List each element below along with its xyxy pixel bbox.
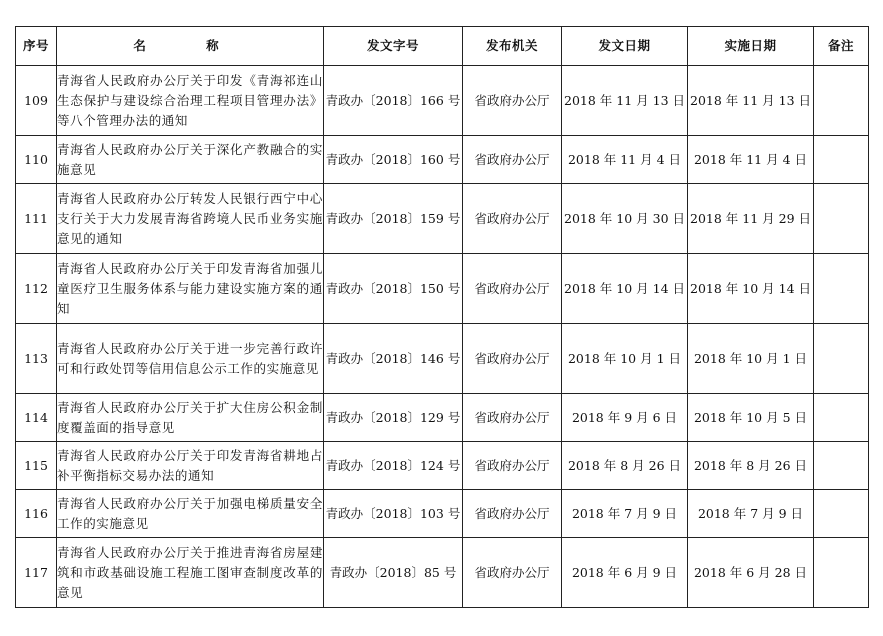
table-row	[16, 394, 869, 442]
table-row	[16, 442, 869, 490]
note-cell	[814, 184, 869, 254]
effective-date: 2018 年 11 月 29 日	[688, 184, 814, 254]
issue-date: 2018 年 6 月 9 日	[562, 538, 688, 608]
issuing-agency: 省政府办公厅	[463, 324, 562, 394]
note-cell	[814, 66, 869, 136]
document-code: 青政办〔2018〕159 号	[324, 184, 463, 254]
note-cell	[814, 538, 869, 608]
row-number: 114	[16, 394, 57, 442]
document-code: 青政办〔2018〕103 号	[324, 490, 463, 538]
note-cell	[814, 136, 869, 184]
issue-date: 2018 年 10 月 1 日	[562, 324, 688, 394]
issuing-agency: 省政府办公厅	[463, 254, 562, 324]
table-row	[16, 66, 869, 136]
document-code: 青政办〔2018〕85 号	[324, 538, 463, 608]
note-cell	[814, 324, 869, 394]
header-name	[57, 27, 324, 66]
document-code: 青政办〔2018〕124 号	[324, 442, 463, 490]
effective-date: 2018 年 8 月 26 日	[688, 442, 814, 490]
row-number: 111	[16, 184, 57, 254]
issue-date: 2018 年 8 月 26 日	[562, 442, 688, 490]
table-row	[16, 490, 869, 538]
document-title: 青海省人民政府办公厅关于推进青海省房屋建筑和市政基础设施工程施工图审查制度改革的意见	[57, 538, 324, 608]
note-cell	[814, 394, 869, 442]
issuing-agency: 省政府办公厅	[463, 538, 562, 608]
header-note: 备注	[814, 27, 869, 66]
issue-date: 2018 年 10 月 14 日	[562, 254, 688, 324]
header-name-label: 名 称	[133, 38, 247, 53]
document-title: 青海省人民政府办公厅关于印发青海省耕地占补平衡指标交易办法的通知	[57, 442, 324, 490]
issuing-agency: 省政府办公厅	[463, 490, 562, 538]
document-code: 青政办〔2018〕160 号	[324, 136, 463, 184]
header-issue-date: 发文日期	[562, 27, 688, 66]
row-number: 116	[16, 490, 57, 538]
row-number: 112	[16, 254, 57, 324]
effective-date: 2018 年 10 月 5 日	[688, 394, 814, 442]
issue-date: 2018 年 11 月 13 日	[562, 66, 688, 136]
issuing-agency: 省政府办公厅	[463, 394, 562, 442]
document-code: 青政办〔2018〕129 号	[324, 394, 463, 442]
row-number: 110	[16, 136, 57, 184]
issue-date: 2018 年 10 月 30 日	[562, 184, 688, 254]
document-title: 青海省人民政府办公厅关于印发青海省加强儿童医疗卫生服务体系与能力建设实施方案的通知	[57, 254, 324, 324]
note-cell	[814, 490, 869, 538]
issue-date: 2018 年 9 月 6 日	[562, 394, 688, 442]
effective-date: 2018 年 11 月 4 日	[688, 136, 814, 184]
document-code: 青政办〔2018〕166 号	[324, 66, 463, 136]
effective-date: 2018 年 10 月 1 日	[688, 324, 814, 394]
issuing-agency: 省政府办公厅	[463, 136, 562, 184]
document-title: 青海省人民政府办公厅关于深化产教融合的实施意见	[57, 136, 324, 184]
effective-date: 2018 年 10 月 14 日	[688, 254, 814, 324]
row-number: 113	[16, 324, 57, 394]
header-code: 发文字号	[324, 27, 463, 66]
header-no: 序号	[16, 27, 57, 66]
row-number: 115	[16, 442, 57, 490]
effective-date: 2018 年 6 月 28 日	[688, 538, 814, 608]
effective-date: 2018 年 7 月 9 日	[688, 490, 814, 538]
effective-date: 2018 年 11 月 13 日	[688, 66, 814, 136]
document-title: 青海省人民政府办公厅关于扩大住房公积金制度覆盖面的指导意见	[57, 394, 324, 442]
issue-date: 2018 年 7 月 9 日	[562, 490, 688, 538]
issuing-agency: 省政府办公厅	[463, 442, 562, 490]
document-title: 青海省人民政府办公厅转发人民银行西宁中心支行关于大力发展青海省跨境人民币业务实施意见的通知	[57, 184, 324, 254]
document-title: 青海省人民政府办公厅关于进一步完善行政许可和行政处罚等信用信息公示工作的实施意见	[57, 324, 324, 394]
row-number: 109	[16, 66, 57, 136]
table-row	[16, 184, 869, 254]
note-cell	[814, 442, 869, 490]
document-table	[15, 26, 869, 608]
table-row	[16, 136, 869, 184]
document-title: 青海省人民政府办公厅关于印发《青海祁连山生态保护与建设综合治理工程项目管理办法》等八个管理办法的通知	[57, 66, 324, 136]
note-cell	[814, 254, 869, 324]
row-number: 117	[16, 538, 57, 608]
table-row	[16, 254, 869, 324]
document-code: 青政办〔2018〕150 号	[324, 254, 463, 324]
issuing-agency: 省政府办公厅	[463, 184, 562, 254]
table-row	[16, 324, 869, 394]
document-title: 青海省人民政府办公厅关于加强电梯质量安全工作的实施意见	[57, 490, 324, 538]
document-code: 青政办〔2018〕146 号	[324, 324, 463, 394]
issue-date: 2018 年 11 月 4 日	[562, 136, 688, 184]
table-row	[16, 538, 869, 608]
table-header-row	[16, 27, 869, 66]
header-org: 发布机关	[463, 27, 562, 66]
header-effective-date: 实施日期	[688, 27, 814, 66]
issuing-agency: 省政府办公厅	[463, 66, 562, 136]
